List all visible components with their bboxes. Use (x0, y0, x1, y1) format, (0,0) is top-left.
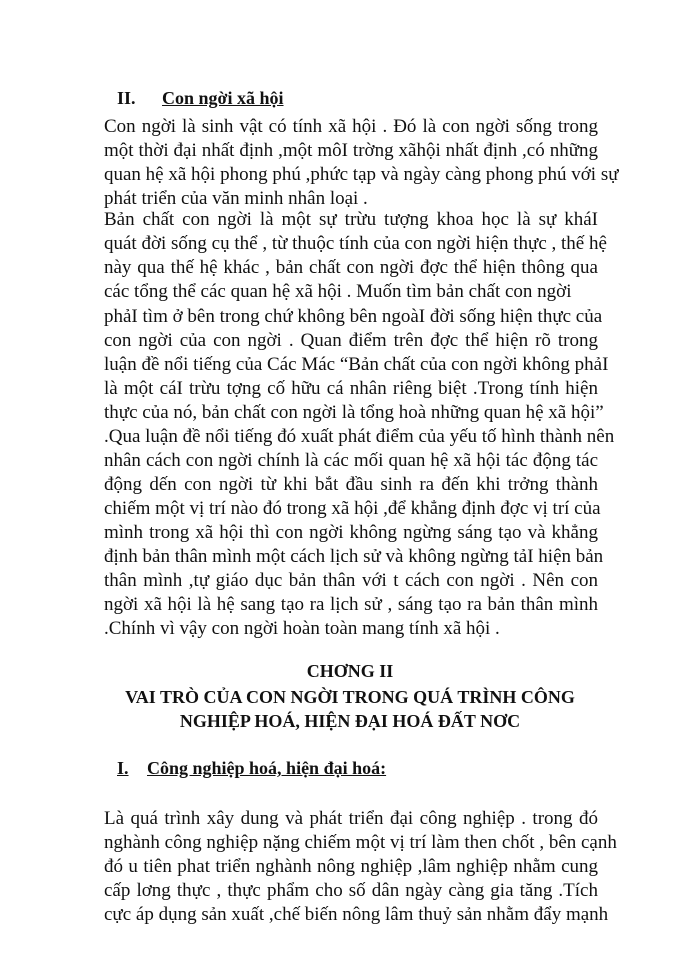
paragraph-line: một thời đại nhất định ,một môI trờng xãhội nhất định ,có những (104, 140, 598, 161)
section-heading-i (117, 758, 386, 779)
paragraph-line: .Chính vì vậy con ngời hoàn toàn mang tính xã hội . (104, 618, 500, 639)
paragraph-line: .Qua luận đề nổi tiếng đó xuất phát điểm của yếu tố hình thành nên (104, 426, 615, 447)
paragraph-line: quát đời sống cụ thể , từ thuộc tính của con ngời hiện thực , thế hệ (104, 233, 607, 254)
paragraph-line: mình trong xã hội thì con ngời không ngừng sáng tạo và khẳng (104, 522, 598, 543)
paragraph-line: động dến con ngời từ khi bắt đầu sinh ra đến khi trởng thành (104, 474, 598, 495)
chapter-title-line-1: VAI TRÒ CỦA CON NGỜI TRONG QUÁ TRÌNH CÔNG (125, 687, 575, 707)
section-title: Công nghiệp hoá, hiện đại hoá: (147, 758, 387, 778)
paragraph-line: Con ngời là sinh vật có tính xã hội . Đó là con ngời sống trong (104, 116, 598, 137)
section-number: II. (117, 88, 136, 108)
paragraph-line: thực của nó, bản chất con ngời là tổng hoà những quan hệ xã hội” (104, 402, 604, 423)
chapter-label: CHƠNG II (306, 661, 394, 681)
paragraph-line: này qua thế hệ khác , bản chất con ngời đợc thể hiện thông qua (104, 257, 598, 278)
paragraph-line: cực áp dụng sản xuất ,chế biến nông lâm thuỷ sản nhằm đẩy mạnh (104, 904, 609, 925)
paragraph-line: là một cáI trừu tợng cố hữu cá nhân riêng biệt .Trong tính hiện (104, 378, 598, 399)
section-heading-ii (117, 88, 284, 109)
chapter-title-line-2: NGHIỆP HOÁ, HIỆN ĐẠI HOÁ ĐẤT NƠC (179, 711, 521, 731)
paragraph-line: chiếm một vị trí nào đó trong xã hội ,để khẳng định đợc vị trí của (104, 498, 601, 519)
paragraph-line: Là quá trình xây dung và phát triển đại công nghiệp . trong đó (104, 808, 598, 829)
section-number: I. (117, 758, 129, 778)
paragraph-line: nhân cách con ngời chính là các mối quan hệ xã hội tác động tác (104, 450, 598, 471)
paragraph-line: phát triển của văn minh nhân loại . (104, 188, 368, 209)
paragraph-line: nghành công nghiệp nặng chiếm một vị trí làm then chốt , bên cạnh (104, 832, 617, 853)
paragraph-line: con ngời của con ngời . Quan điểm trên đợc thể hiện rõ trong (104, 330, 598, 351)
paragraph-line: phảI tìm ở bên trong chứ không bên ngoàI đời sống hiện thực của (104, 306, 603, 327)
paragraph-line: định bản thân mình một cách lịch sử và không ngừng tảI hiện bản (104, 546, 604, 567)
paragraph-line: thân mình ,tự giáo dục bản thân với t cách con ngời . Nên con (104, 570, 598, 591)
section-title: Con ngời xã hội (162, 88, 284, 108)
paragraph-line: đó u tiên phat triển nghành nông nghiệp ,lâm nghiệp nhằm cung (104, 856, 598, 877)
paragraph-line: cấp lơng thực , thực phẩm cho số dân ngày càng gia tăng .Tích (104, 880, 598, 901)
paragraph-line: ngời xã hội là hệ sang tạo ra lịch sử , sáng tạo ra bản thân mình (104, 594, 598, 615)
paragraph-line: quan hệ xã hội phong phú ,phức tạp và ngày càng phong phú với sự (104, 164, 619, 185)
paragraph-line: Bản chất con ngời là một sự trừu tượng khoa học là sự kháI (104, 209, 598, 230)
paragraph-line: luận đề nổi tiếng của Các Mác “Bản chất của con ngời không phảI (104, 354, 609, 375)
paragraph-line: các tổng thể các quan hệ xã hội . Muốn tìm bản chất con ngời (104, 281, 572, 302)
